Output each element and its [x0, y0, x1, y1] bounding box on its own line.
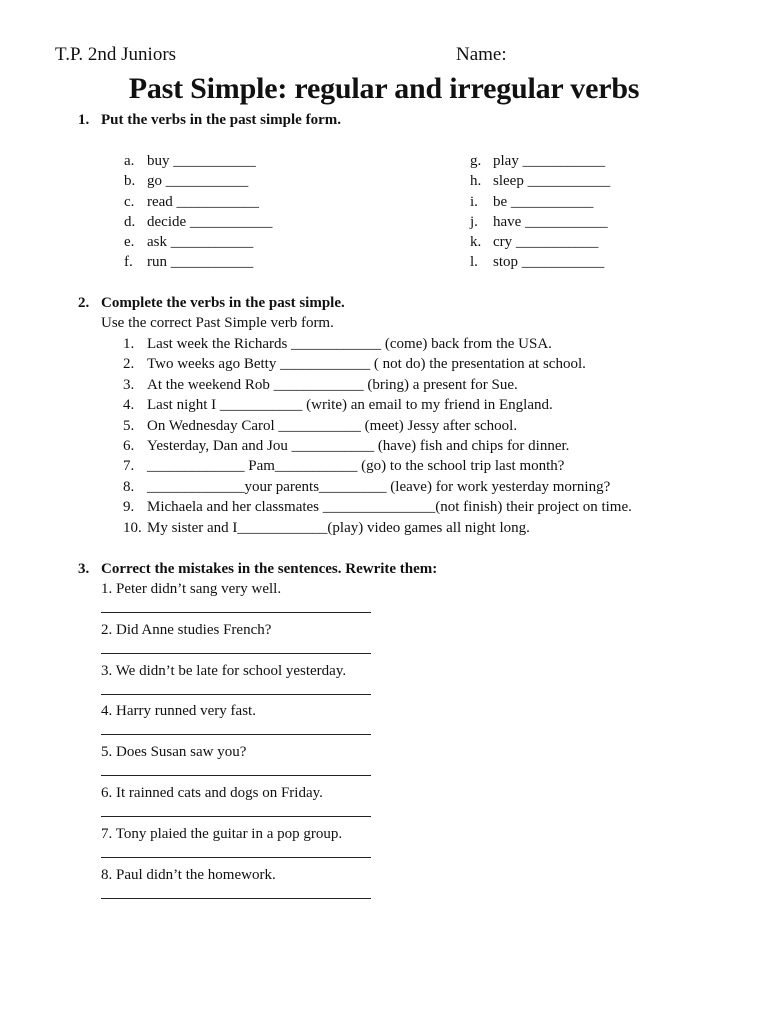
name-label: Name:	[456, 44, 507, 65]
list-item: 8. Paul didn’t the homework.	[101, 866, 371, 907]
list-item: 7. Tony plaied the guitar in a pop group.	[101, 825, 371, 866]
list-item: 10. My sister and I____________(play) video games all night long.	[123, 519, 530, 536]
list-item: 7. _____________ Pam___________ (go) to the school trip last month?	[123, 458, 565, 475]
section-3-number: 3.	[78, 561, 90, 577]
list-item: a. buy ___________	[124, 153, 256, 169]
class-label: T.P. 2nd Juniors	[55, 44, 177, 65]
correction-list	[101, 580, 371, 906]
answer-line[interactable]	[101, 639, 371, 654]
list-item: f. run ___________	[124, 254, 254, 271]
section-1-heading-text: Put the verbs in the past simple form.	[101, 112, 341, 128]
answer-line[interactable]	[101, 680, 371, 695]
list-item: 2. Did Anne studies French?	[101, 621, 371, 662]
verb-list-right	[470, 151, 610, 273]
list-item: 4. Harry runned very fast.	[101, 702, 371, 743]
list-item: 6. Yesterday, Dan and Jou ___________ (have) fish and chips for dinner.	[123, 437, 570, 454]
answer-line[interactable]	[101, 843, 371, 858]
list-item: d. decide ___________	[124, 213, 273, 230]
section-3-heading	[78, 561, 437, 578]
list-item: 1. Peter didn’t sang very well.	[101, 580, 371, 621]
section-3-heading-text: Correct the mistakes in the sentences. Rewrite them:	[101, 561, 438, 577]
list-item: c. read ___________	[124, 193, 260, 210]
list-item: g. play ___________	[470, 153, 606, 169]
list-item: i. be ___________	[470, 193, 594, 210]
verb-list-left	[124, 151, 272, 273]
list-item: 5. Does Susan saw you?	[101, 743, 371, 784]
page-title: Past Simple: regular and irregular verbs	[128, 72, 640, 105]
section-2-number: 2.	[78, 295, 90, 311]
answer-line[interactable]	[101, 720, 371, 735]
list-item: l. stop ___________	[470, 254, 605, 271]
section-2-instruction: Use the correct Past Simple verb form.	[101, 315, 334, 331]
list-item: e. ask ___________	[124, 234, 254, 251]
list-item: 5. On Wednesday Carol ___________ (meet) Jessy after school.	[123, 417, 518, 434]
section-1-number: 1.	[78, 112, 90, 128]
list-item: 6. It rainned cats and dogs on Friday.	[101, 784, 371, 825]
answer-line[interactable]	[101, 598, 371, 613]
list-item: 3. We didn’t be late for school yesterday.	[101, 662, 371, 703]
answer-line[interactable]	[101, 802, 371, 817]
list-item: k. cry ___________	[470, 234, 599, 251]
list-item: h. sleep ___________	[470, 173, 611, 190]
section-2-heading	[78, 295, 345, 312]
fill-in-sentences	[123, 334, 632, 538]
list-item: 9. Michaela and her classmates _______________(not finish) their project on time.	[123, 499, 632, 516]
list-item: b. go ___________	[124, 173, 249, 190]
list-item: 1. Last week the Richards ____________ (come) back from the USA.	[123, 336, 552, 352]
section-2-heading-text: Complete the verbs in the past simple.	[101, 295, 345, 311]
list-item: 8. _____________your parents_________ (leave) for work yesterday morning?	[123, 478, 611, 495]
list-item: 2. Two weeks ago Betty ____________ ( not do) the presentation at school.	[123, 356, 586, 373]
list-item: 3. At the weekend Rob ____________ (bring) a present for Sue.	[123, 376, 518, 393]
list-item: j. have ___________	[470, 213, 608, 230]
list-item: 4. Last night I ___________ (write) an email to my friend in England.	[123, 397, 553, 414]
section-1-heading	[78, 112, 341, 129]
answer-line[interactable]	[101, 884, 371, 899]
answer-line[interactable]	[101, 761, 371, 776]
